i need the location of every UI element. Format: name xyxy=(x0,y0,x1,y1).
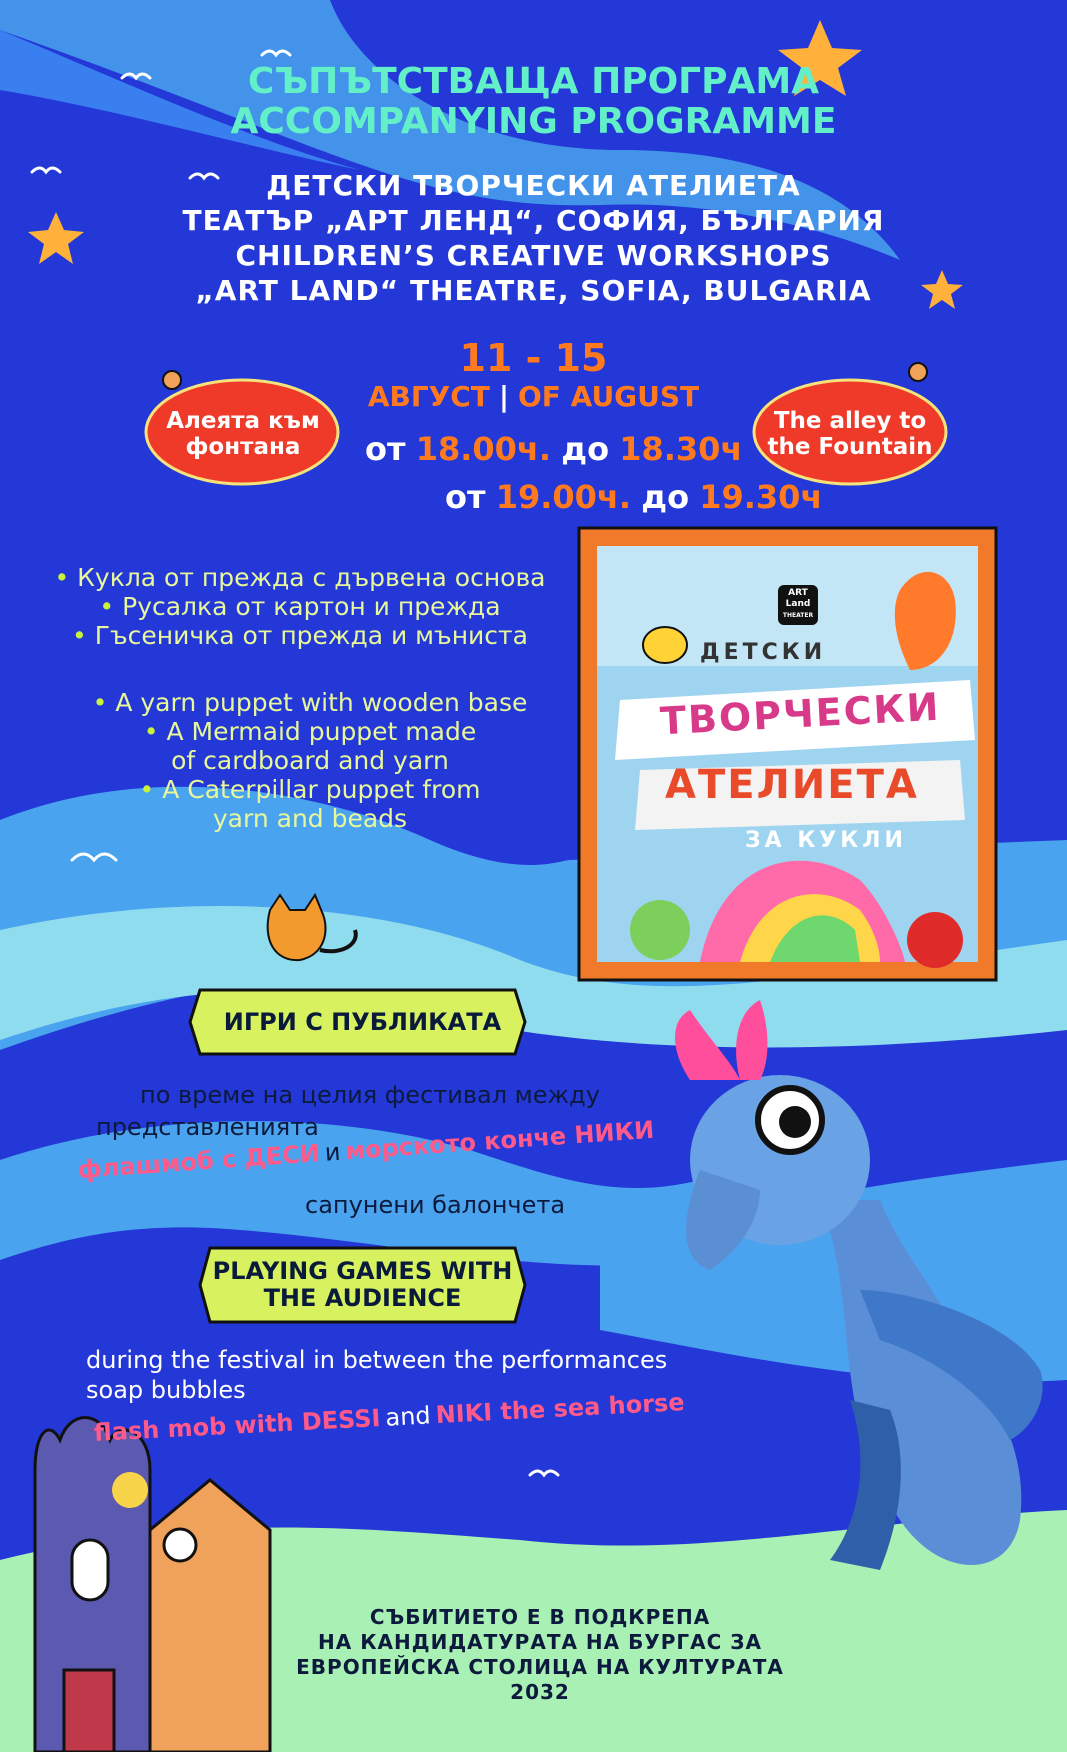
time-slot-2 xyxy=(445,478,822,516)
item-en-3: A Caterpillar puppet from xyxy=(162,775,481,804)
workshops-line-4: „ART LAND“ THEATRE, SOFIA, BULGARIA xyxy=(195,274,872,307)
games-en-banner-2: THE AUDIENCE xyxy=(263,1284,462,1312)
list-item: • A yarn puppet with wooden base xyxy=(92,688,528,717)
title-en: ACCOMPANYING PROGRAMME xyxy=(230,101,837,142)
workshops-line-2: ТЕАТЪР „АРТ ЛЕНД“, СОФИЯ, БЪЛГАРИЯ xyxy=(182,204,885,237)
logo-line-1: ART xyxy=(788,588,808,598)
venue-en-line-2: the Fountain xyxy=(767,434,933,460)
list-item: • A Mermaid puppet made xyxy=(143,717,477,746)
slot2-end: 19.30ч xyxy=(699,478,823,516)
slot1-from: от xyxy=(365,430,406,468)
games-en-banner xyxy=(210,1258,515,1312)
slot1-start: 18.00ч. xyxy=(415,430,552,468)
slot2-from: от xyxy=(445,478,486,516)
list-item: • Гъсеничка от прежда и мъниста xyxy=(72,621,528,650)
games-en-banner-1: PLAYING GAMES WITH xyxy=(212,1257,513,1285)
logo-line-2: Land xyxy=(785,599,811,609)
venue-en xyxy=(755,408,945,460)
venue-bg xyxy=(148,408,338,460)
logo-line-3: THEATER xyxy=(782,612,814,619)
item-en-2-cont: of cardboard and yarn xyxy=(171,746,449,775)
month-bg: АВГУСТ xyxy=(367,380,490,413)
houses xyxy=(35,1418,270,1752)
title-bg: СЪПЪТСТВАЩА ПРОГРАМА xyxy=(247,61,820,102)
slot2-start: 19.00ч. xyxy=(495,478,632,516)
games-en-desc: during the festival in between the performances xyxy=(86,1346,668,1374)
list-item: • A Caterpillar puppet from xyxy=(139,775,481,804)
flashmob-en-and: and xyxy=(384,1401,432,1432)
footer-line-1: СЪБИТИЕТО Е В ПОДКРЕПА xyxy=(369,1605,711,1629)
item-bg-2: Русалка от картон и прежда xyxy=(122,592,501,621)
flashmob-bg-2: морското конче НИКИ xyxy=(344,1115,656,1166)
venue-bg-line-2: фонтана xyxy=(185,434,301,460)
venue-en-line-1: The alley to xyxy=(773,408,927,434)
items-bg-list xyxy=(40,563,560,650)
games-en-bubbles: soap bubbles xyxy=(86,1376,246,1404)
games-bg-desc-1: по време на целия фестивал между xyxy=(140,1081,600,1109)
games-bg-desc-2: представленията xyxy=(96,1113,319,1141)
flashmob-bg-1: флашмоб с ДЕСИ xyxy=(77,1139,321,1184)
list-item: • Кукла от прежда с дървена основа xyxy=(54,563,546,592)
games-bg-banner: ИГРИ С ПУБЛИКАТА xyxy=(223,1008,502,1036)
footer-line-2: НА КАНДИДАТУРАТА НА БУРГАС ЗА xyxy=(318,1630,762,1654)
schedule-dates: 11 - 15 xyxy=(459,336,608,380)
item-bg-1: Кукла от прежда с дървена основа xyxy=(77,563,546,592)
flashmob-bg-and: и xyxy=(323,1137,342,1167)
footer xyxy=(280,1605,800,1705)
footer-line-3: ЕВРОПЕЙСКА СТОЛИЦА НА КУЛТУРАТА 2032 xyxy=(296,1655,784,1704)
slot2-to: до xyxy=(641,478,690,516)
items-en-list xyxy=(60,688,560,833)
month-en: OF AUGUST xyxy=(517,380,700,413)
item-bg-3: Гъсеничка от прежда и мъниста xyxy=(94,621,528,650)
flashmob-en-1: flash mob with DESSI xyxy=(93,1404,382,1447)
item-en-3-cont: yarn and beads xyxy=(212,804,408,833)
month-separator: | xyxy=(498,380,510,413)
slot1-end: 18.30ч xyxy=(619,430,743,468)
games-bg-bubbles: сапунени балончета xyxy=(305,1191,566,1219)
poster-word-1: ДЕТСКИ xyxy=(700,640,827,665)
art-land-logo xyxy=(778,588,818,621)
item-en-1: A yarn puppet with wooden base xyxy=(115,688,528,717)
item-en-2: A Mermaid puppet made xyxy=(166,717,477,746)
venue-bg-line-1: Алеята към xyxy=(166,408,320,434)
poster-word-3: АТЕЛИЕТА xyxy=(665,762,919,808)
list-item xyxy=(60,746,560,775)
slot1-to: до xyxy=(561,430,610,468)
list-item: • Русалка от картон и прежда xyxy=(99,592,501,621)
flashmob-en-2: NIKI the sea horse xyxy=(434,1388,686,1430)
time-slot-1 xyxy=(365,430,742,468)
poster-word-4: ЗА КУКЛИ xyxy=(745,828,907,853)
workshops-line-3: CHILDREN’S CREATIVE WORKSHOPS xyxy=(235,239,832,272)
list-item xyxy=(60,804,560,833)
workshops-line-1: ДЕТСКИ ТВОРЧЕСКИ АТЕЛИЕТА xyxy=(266,169,801,202)
poster-word-2: ТВОРЧЕСКИ xyxy=(659,684,942,744)
